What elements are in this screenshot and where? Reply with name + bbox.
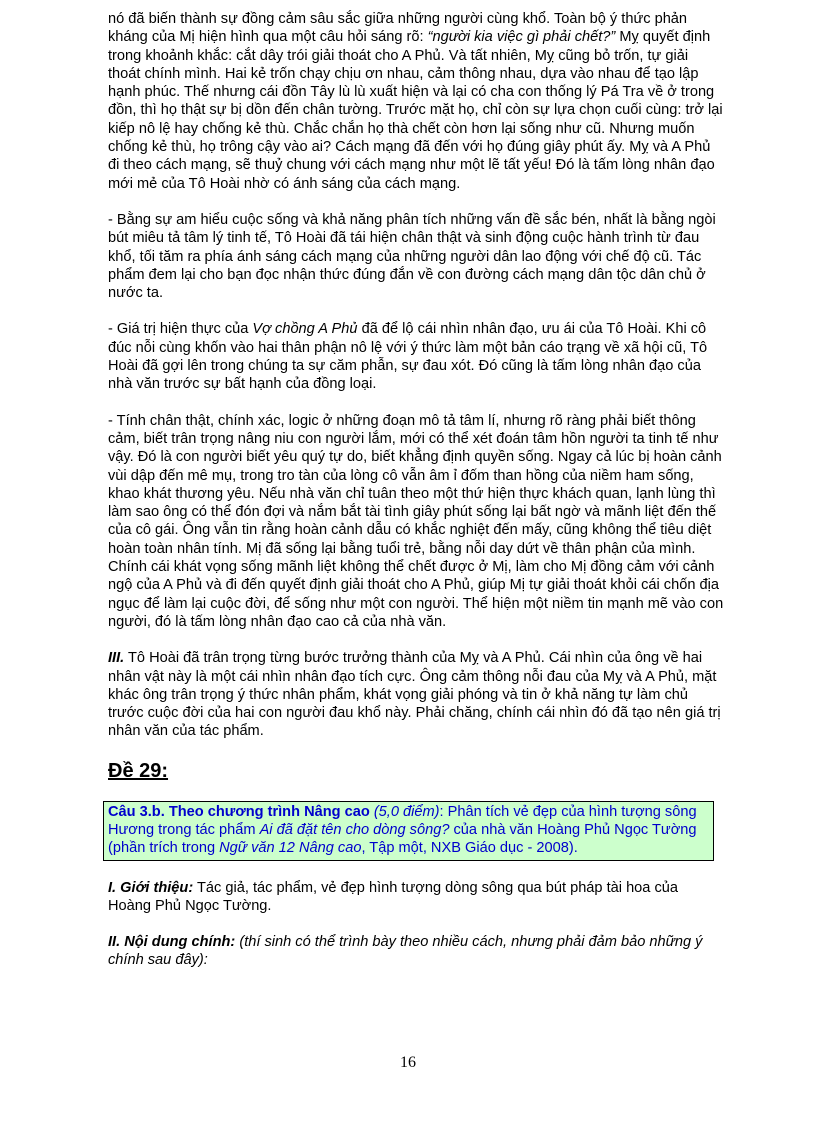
question-text-b: của nhà văn Hoàng Phủ Ngọc Tường (phần trích trong: [108, 821, 697, 857]
paragraph-1: [108, 10, 724, 193]
paragraph-1-text-a: nó đã biến thành sự đồng cảm sâu sắc giữa những người cùng khổ. Toàn bộ ý thức phản kháng của Mị hiện hình qua một câu hỏi sáng rõ:: [108, 11, 688, 46]
section-heading: Đề 29:: [108, 759, 169, 782]
paragraph-5: [108, 649, 724, 740]
question-text-c: , Tập một, NXB Giáo dục - 2008).: [361, 840, 578, 857]
paragraph-3-work-title: Vợ chồng A Phủ: [252, 321, 358, 338]
intro-paragraph: [108, 879, 724, 916]
paragraph-4: - Tính chân thật, chính xác, logic ở những đoạn mô tả tâm lí, nhưng rõ ràng phải biết thông cảm, biết trân trọng nâng niu con người lắm, mới có thể xét đoán tâm hồn người ta tinh tế như vậy. Đó là con người biết yêu quý tự do, biết khẳng định quyền sống. Ngay cả lúc bị hoàn cảnh vùi dập đến mê mụ, trong tro tàn của lòng cô vẫn âm ỉ đốm than hồng của niềm ham sống, khao khát thương yêu. Nếu nhà văn chỉ tuân theo một thứ hiện thực khách quan, lạnh lùng thì làm sao ông có thể đón đợi và nắm bắt tài tình giây phút sống lại bất ngờ và mãnh liệt đến thế của cô gái. Ông vẫn tin rằng hoàn cảnh dẫu có khắc nghiệt đến mấy, cũng không thể tiêu diệt hoàn toàn nhân tính. Mị đã sống lại bằng tuổi trẻ, bằng nỗi day dứt về thân phận của mình. Chính cái khát vọng sống mãnh liệt không thể chết được ở Mị, làm cho Mị đồng cảm với cảnh ngộ của A Phủ và đi đến quyết định giải thoát cho A Phủ, giúp Mị tự giải thoát khỏi cái chốn địa ngục để làm lại cuộc đời, để sống như một con người. Thể hiện một niềm tin mạnh mẽ vào con người, đó là tấm lòng nhân đạo cao cả của nhà văn.: [108, 412, 724, 630]
question-work-title: Ai đã đặt tên cho dòng sông?: [259, 821, 450, 838]
question-points: (5,0 điểm): [369, 803, 440, 820]
page-number: 16: [400, 1054, 416, 1071]
question-book-title: Ngữ văn 12 Nâng cao: [219, 840, 362, 857]
question-box: [103, 801, 714, 861]
paragraph-1-quote: “người kia việc gì phải chết?”: [427, 29, 616, 46]
intro-label: I. Giới thiệu:: [108, 879, 194, 896]
question-label: Câu 3.b. Theo chương trình Nâng cao: [108, 803, 370, 820]
paragraph-3: [108, 320, 724, 393]
paragraph-3-text-b: đã để lộ cái nhìn nhân đạo, ưu ái của Tô Hoài. Khi cô đúc nỗi cùng khốn vào hai thân phận nô lệ với ý thức làm một bản cáo trạng về xã hội cũ, Tô Hoài đã gợi lên trong chúng ta sự căm phẫn, sự đau xót. Đó cũng là tấm lòng nhân đạo của nhà văn trước sự bất hạnh của đồng loại.: [108, 321, 708, 393]
main-label: II. Nội dung chính:: [108, 934, 236, 951]
paragraph-5-text: Tô Hoài đã trân trọng từng bước trưởng thành của Mỵ và A Phủ. Cái nhìn của ông về hai nhân vật này là một cái nhìn nhân đạo tích cực. Ông cảm thông nỗi đau của Mỵ và A Phủ, mặt khác ông trân trọng ý thức nhân phẩm, khát vọng giải phóng và tin ở khả năng tự làm chủ trước cuộc đời của hai con người đau khổ này. Phải chăng, chính cái nhìn đó đã tạo nên giá trị nhân văn của tác phẩm.: [108, 650, 721, 740]
intro-text: Tác giả, tác phẩm, vẻ đẹp hình tượng dòng sông qua bút pháp tài hoa của Hoàng Phủ Ngọc Tường.: [108, 879, 678, 914]
main-paragraph: [108, 933, 724, 970]
question-text-a: : Phân tích vẻ đẹp của hình tượng sông Hương trong tác phẩm: [108, 803, 697, 838]
paragraph-2: - Bằng sự am hiểu cuộc sống và khả năng phân tích những vấn đề sắc bén, nhất là bằng ngòi bút miêu tả tâm lý tinh tế, Tô Hoài đã tái hiện chân thật và sinh động cuộc hành trình từ đau khổ, tối tăm ra phía ánh sáng cách mạng của những người dân lao động với chế độ cũ. Tác phẩm đem lại cho bạn đọc nhận thức đúng đắn về con đường cách mạng dân tộc dân chủ ở nước ta.: [108, 211, 716, 302]
document-page: [108, 10, 724, 988]
paragraph-3-text-a: - Giá trị hiện thực của: [108, 321, 253, 338]
main-text: (thí sinh có thể trình bày theo nhiều cách, nhưng phải đảm bảo những ý chính sau đây):: [108, 934, 703, 969]
paragraph-1-text-b: Mỵ quyết định trong khoảnh khắc: cắt dây trói giải thoát cho A Phủ. Và tất nhiên, Mỵ cũng bỏ trốn, tự giải thoát chính mình. Hai kẻ trốn chạy chịu ơn nhau, cảm thông nhau, dựa vào nhau để tạo lập hạnh phúc. Thế nhưng cái đồn Tây lù lù xuất hiện và lại có cha con thống lý Pá Tra về ở trong đồn, thì họ thật sự bị dồn đến chân tường. Trước mặt họ, chỉ còn sự lựa chọn cuối cùng: trở lại kiếp nô lệ hay chống kẻ thù. Chắc chắn họ thà chết còn hơn lại sống như cũ. Nhưng muốn chống kẻ thù, họ trông cậy vào ai? Cách mạng đã đến với họ đúng giây phút ấy. Mỵ và A Phủ đi theo cách mạng, sẽ thuỷ chung với cách mạng như một lẽ tất yếu! Đó là tấm lòng nhân đạo mới mẻ của Tô Hoài nhờ có ánh sáng của cách mạng.: [108, 29, 723, 192]
paragraph-5-label: III.: [108, 650, 125, 667]
